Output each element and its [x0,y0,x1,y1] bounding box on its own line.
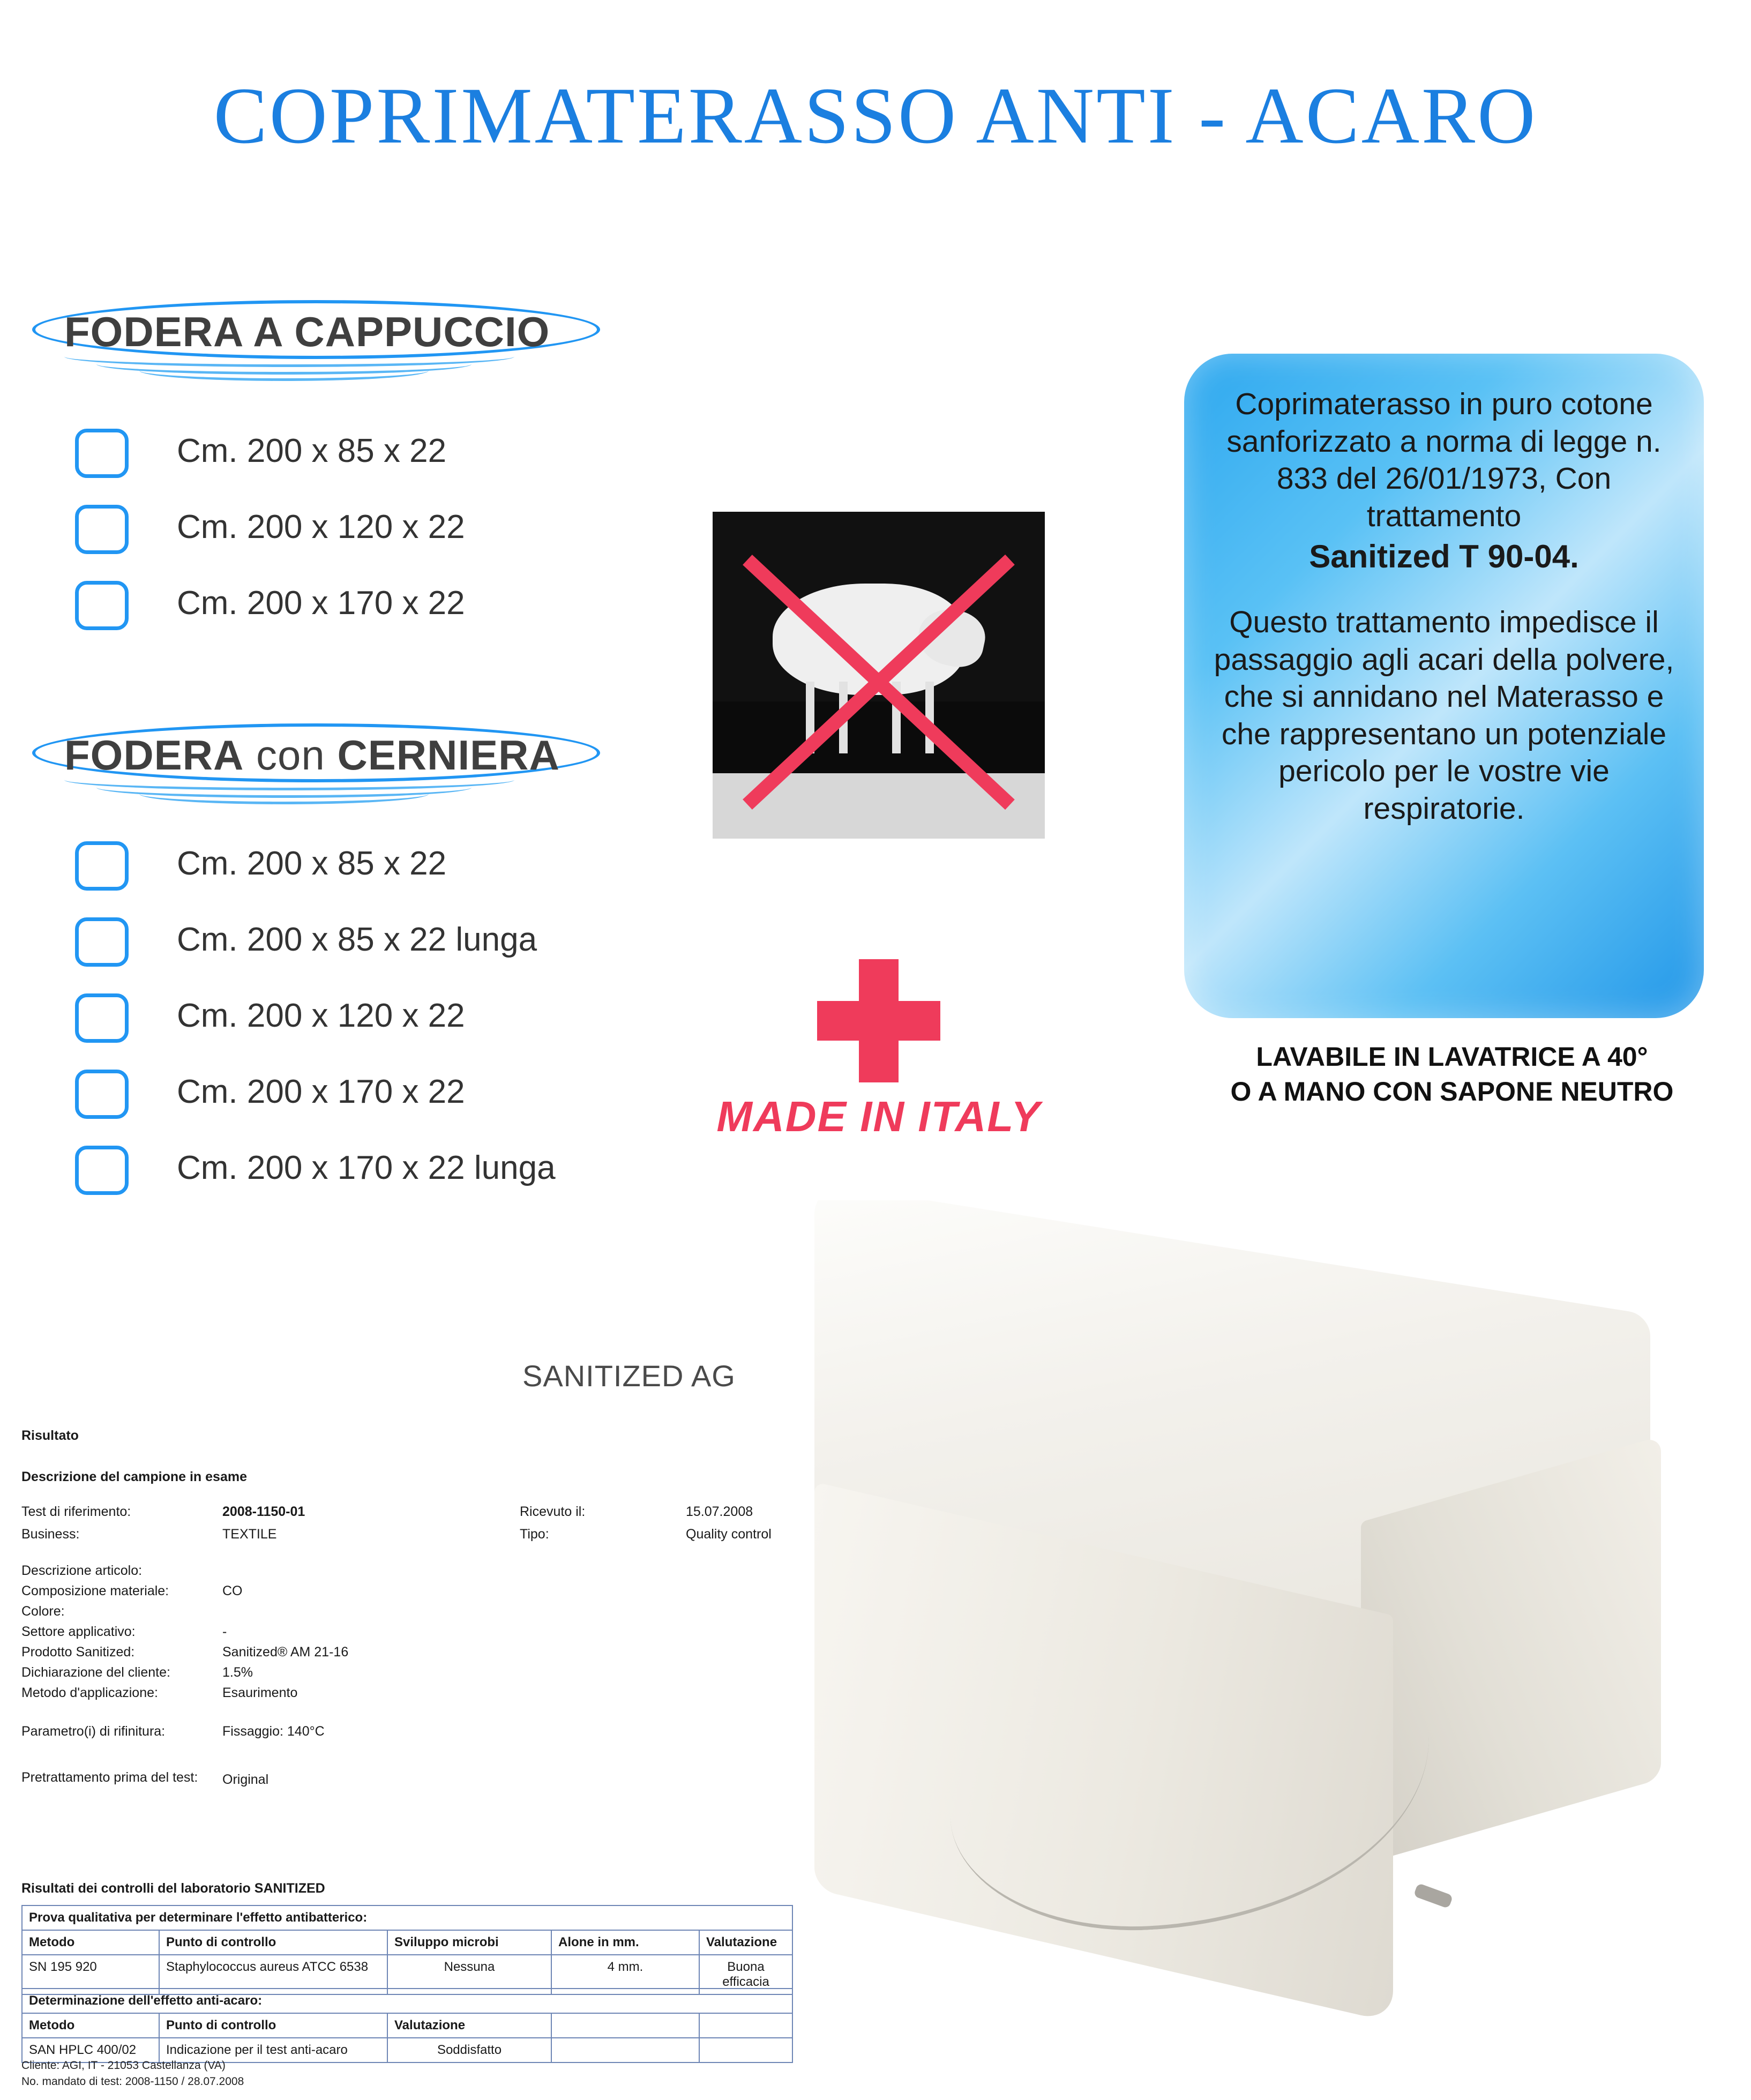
table-caption: Determinazione dell'effetto anti-acaro: [22,1989,792,2013]
footer-client: Cliente: AGI, IT - 21053 Castellanza (VA) [21,2059,226,2072]
field-value: 1.5% [222,1665,253,1680]
checkbox-cerniera-4[interactable] [75,1070,129,1119]
field-label: Prodotto Sanitized: [21,1645,135,1660]
column-header: Metodo [22,1930,159,1955]
option-label: Cm. 200 x 120 x 22 [177,509,465,545]
section-title-cappuccio: FODERA A CAPPUCCIO [64,308,550,355]
section-title-part2: con [244,731,338,779]
washing-instructions [1195,1040,1709,1109]
checkbox-cappuccio-3[interactable] [75,581,129,630]
checkbox-cerniera-2[interactable] [75,917,129,967]
anti-acaro-results-table [21,1988,793,2063]
cell-punto-controllo: Staphylococcus aureus ATCC 6538 [159,1955,387,1994]
field-value: Esaurimento [222,1685,298,1700]
checkbox-cerniera-3[interactable] [75,993,129,1043]
info-paragraph-2: Questo trattamento impedisce il passaggio agli acari della polvere, che si annidano nel Materasso e che rappresentano un potenziale pericolo per le vostre vie respiratorie. [1214,605,1674,826]
field-value: TEXTILE [222,1527,277,1542]
field-value: Sanitized® AM 21-16 [222,1645,349,1660]
column-header: Punto di controllo [159,1930,387,1955]
product-info-card [1184,354,1704,1018]
table-header-row [22,1930,792,1955]
section-heading-cappuccio [16,300,616,386]
field-label: Metodo d'applicazione: [21,1685,158,1700]
option-label: Cm. 200 x 85 x 22 [177,432,447,469]
lab-name: SANITIZED AG [522,1359,736,1393]
made-in-italy-badge [691,959,1066,1141]
cell-valutazione: Buona efficacia [699,1955,792,1994]
field-value: 15.07.2008 [686,1504,753,1519]
made-in-italy-label: MADE IN ITALY [716,1093,1041,1140]
certificate-footer [21,2058,244,2090]
info-paragraph-1 [1211,386,1677,576]
field-label: Composizione materiale: [21,1583,169,1598]
page-title: COPRIMATERASSO ANTI - ACARO [213,71,1538,160]
field-label: Settore applicativo: [21,1624,136,1639]
column-header: Punto di controllo [159,2013,387,2038]
column-header: Valutazione [387,2013,551,2038]
cell-metodo: SN 195 920 [22,1955,159,1994]
cell-valutazione: Soddisfatto [387,2038,551,2062]
field-value: Original [222,1772,269,1787]
cell-metodo: SAN HPLC 400/02 [22,2038,159,2062]
field-label: Business: [21,1527,80,1542]
cell-sviluppo-microbi: Nessuna [387,1955,551,1994]
mattress-photo [793,1200,1751,2100]
info-paragraph-1-text: Coprimaterasso in puro cotone sanforizzato a norma di legge n. 833 del 26/01/1973, Con trattamento [1226,387,1662,533]
sanitized-certificate [0,1297,879,2100]
field-value: CO [222,1583,243,1598]
option-label: Cm. 200 x 85 x 22 lunga [177,921,537,958]
section-title-cerniera [64,731,560,780]
column-header: Metodo [22,2013,159,2038]
field-label: Dichiarazione del cliente: [21,1665,170,1680]
sanitized-product-code: Sanitized T 90-04. [1309,539,1579,575]
field-label: Test di riferimento: [21,1504,131,1519]
cell-punto-controllo: Indicazione per il test anti-acaro [159,2038,387,2062]
field-value: - [222,1624,227,1639]
crossed-out-sheep-icon [713,512,1045,839]
red-cross-icon [817,959,940,1082]
checkbox-cappuccio-2[interactable] [75,505,129,554]
field-value: Quality control [686,1527,772,1542]
column-header: Valutazione [699,1930,792,1955]
cell-alone: 4 mm. [551,1955,699,1994]
descrizione-campione-heading: Descrizione del campione in esame [21,1469,247,1484]
field-value: 2008-1150-01 [222,1504,305,1519]
zipper-pull-icon [1413,1883,1454,1909]
column-header: Sviluppo microbi [387,1930,551,1955]
field-label: Colore: [21,1604,65,1619]
table-header-row [22,2013,792,2038]
field-label: Pretrattamento prima del test: [21,1770,198,1785]
section-heading-cerniera [16,723,616,809]
cell-empty-2 [699,2038,792,2062]
cell-empty-1 [551,2038,699,2062]
table-caption: Prova qualitativa per determinare l'effetto antibatterico: [22,1905,792,1930]
column-header [551,2013,699,2038]
risultato-heading: Risultato [21,1428,79,1443]
checkbox-cerniera-5[interactable] [75,1146,129,1195]
footer-mandate: No. mandato di test: 2008-1150 / 28.07.2008 [21,2075,244,2088]
option-label: Cm. 200 x 170 x 22 lunga [177,1149,556,1186]
table-caption-row [22,1989,792,2013]
checkbox-cerniera-1[interactable] [75,841,129,891]
checkbox-cappuccio-1[interactable] [75,429,129,478]
mattress-illustration [814,1249,1704,2052]
section-title-part1: FODERA [64,731,244,779]
option-label: Cm. 200 x 85 x 22 [177,845,447,882]
option-label: Cm. 200 x 170 x 22 [177,585,465,622]
option-label: Cm. 200 x 170 x 22 [177,1073,465,1110]
field-label: Descrizione articolo: [21,1563,143,1578]
field-label: Tipo: [520,1527,549,1542]
washing-line-1: LAVABILE IN LAVATRICE A 40° [1256,1042,1648,1072]
field-label: Parametro(i) di rifinitura: [21,1724,166,1739]
table-caption-row [22,1905,792,1930]
field-value: Fissaggio: 140°C [222,1724,325,1739]
field-label: Ricevuto il: [520,1504,586,1519]
section-title-part3: CERNIERA [337,731,560,779]
antibacterial-results-table [21,1905,793,1995]
lab-results-heading: Risultati dei controlli del laboratorio SANITIZED [21,1881,325,1896]
column-header [699,2013,792,2038]
option-label: Cm. 200 x 120 x 22 [177,997,465,1034]
column-header: Alone in mm. [551,1930,699,1955]
washing-line-2: O A MANO CON SAPONE NEUTRO [1230,1077,1674,1107]
